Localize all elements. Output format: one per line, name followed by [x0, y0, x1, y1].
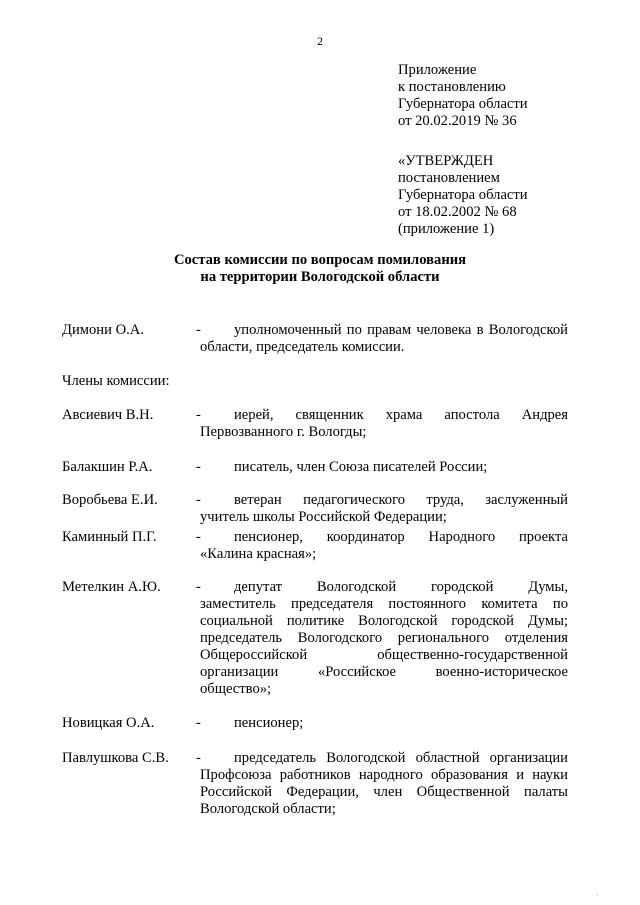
appendix-line: от 20.02.2019 № 36 — [398, 113, 517, 129]
member-name: Балакшин Р.А. — [62, 459, 153, 475]
member-line: пенсионер; — [234, 715, 304, 731]
member-description — [200, 407, 568, 441]
member-dash: - — [196, 750, 201, 766]
member-line: социальной политике Вологодской городской Думы; — [200, 613, 568, 629]
member-line: Российской Федерации, член Общественной палаты — [200, 784, 568, 800]
member-line: Общероссийской общественно-государственной — [200, 647, 568, 663]
members-label-text: Члены комиссии: — [62, 373, 170, 389]
member-line: учитель школы Российской Федерации; — [200, 509, 447, 525]
member-description — [200, 529, 568, 563]
member-line: Вологодской области; — [200, 801, 336, 817]
member-dash: - — [196, 492, 201, 508]
member-line: «Калина красная»; — [200, 546, 317, 562]
approved-line: Губернатора области — [398, 187, 528, 203]
member-dash: - — [196, 459, 201, 475]
title-line: Состав комиссии по вопросам помилования — [173, 252, 467, 268]
approved-block — [398, 153, 598, 238]
member-name: Павлушкова С.В. — [62, 750, 169, 766]
member-line: председатель Вологодского регионального отделения — [200, 630, 568, 646]
member-name: Каминный П.Г. — [62, 529, 157, 545]
member-name: Воробьева Е.И. — [62, 492, 158, 508]
approved-line: от 18.02.2002 № 68 — [398, 204, 517, 220]
member-name: Новицкая О.А. — [62, 715, 155, 731]
member-line: организации «Российское военно-историческое — [200, 664, 568, 680]
member-line: писатель, член Союза писателей России; — [234, 459, 488, 475]
appendix-line: к постановлению — [398, 79, 506, 95]
member-dash: - — [196, 529, 201, 545]
member-description — [200, 492, 568, 526]
member-description — [200, 459, 568, 476]
chair-line: уполномоченный по правам человека в Вологодской — [234, 322, 568, 338]
member-line: депутат Вологодской городской Думы, — [234, 579, 568, 595]
member-description — [200, 579, 568, 698]
approved-line: постановлением — [398, 170, 500, 186]
member-description — [200, 750, 568, 818]
member-dash: - — [196, 407, 201, 423]
member-dash: - — [196, 579, 201, 595]
corner-mark: · — [596, 891, 599, 900]
title-line: на территории Вологодской области — [200, 269, 440, 285]
member-description — [200, 715, 568, 732]
member-line: заместитель председателя постоянного комитета по — [200, 596, 568, 612]
document-title — [60, 252, 580, 286]
chair-description — [200, 322, 568, 356]
member-line: общество»; — [200, 681, 272, 697]
member-line: ветеран педагогического труда, заслуженный — [234, 492, 568, 508]
appendix-line: Губернатора области — [398, 96, 528, 112]
member-line: иерей, священник храма апостола Андрея — [234, 407, 568, 423]
member-line: Первозванного г. Вологды; — [200, 424, 367, 440]
appendix-line: Приложение — [398, 62, 477, 78]
appendix-block — [398, 62, 598, 130]
member-line: пенсионер, координатор Народного проекта — [234, 529, 568, 545]
chair-dash: - — [196, 322, 201, 338]
member-name: Метелкин А.Ю. — [62, 579, 161, 595]
member-name: Авсиевич В.Н. — [62, 407, 154, 423]
chair-line: области, председатель комиссии. — [200, 339, 405, 355]
member-line: председатель Вологодской областной организации — [234, 750, 568, 766]
approved-line: «УТВЕРЖДЕН — [398, 153, 494, 169]
member-line: Профсоюза работников народного образования и науки — [200, 767, 568, 783]
chair-name: Димони О.А. — [62, 322, 144, 338]
approved-line: (приложение 1) — [398, 221, 495, 237]
page-number: 2 — [317, 34, 323, 48]
member-dash: - — [196, 715, 201, 731]
